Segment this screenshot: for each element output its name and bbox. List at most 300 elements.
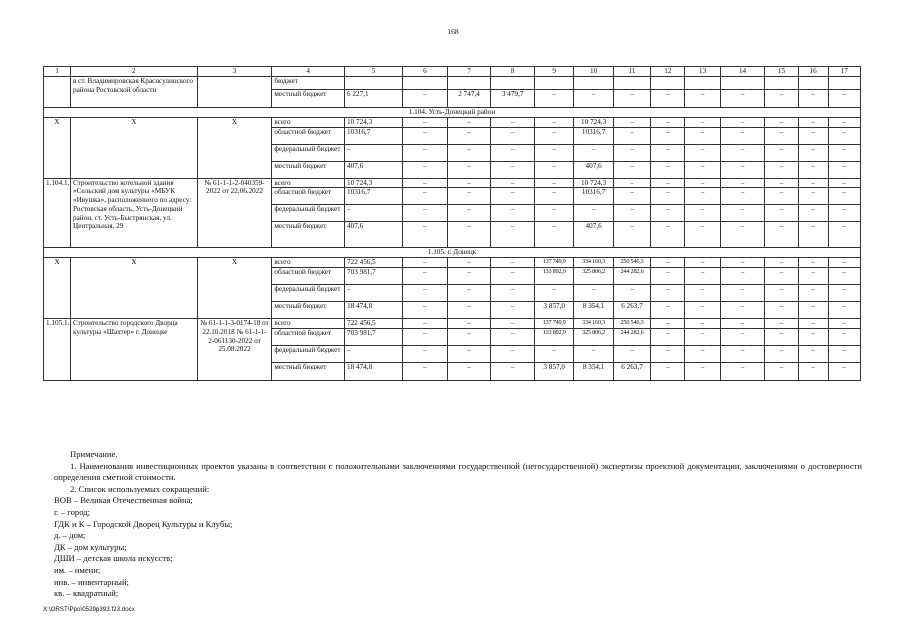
value-cell: – bbox=[651, 285, 685, 302]
value-cell: – bbox=[798, 258, 828, 268]
value-cell: – bbox=[765, 328, 798, 345]
project-number-cell: 1.105.1. bbox=[44, 319, 71, 381]
value-cell: – bbox=[345, 205, 403, 222]
column-number-cell: 11 bbox=[613, 67, 650, 77]
value-cell: – bbox=[828, 285, 860, 302]
value-cell: – bbox=[765, 90, 798, 108]
value-cell bbox=[491, 77, 535, 90]
value-cell: 334 160,3 bbox=[574, 319, 613, 329]
budget-type-cell: всего bbox=[272, 319, 345, 329]
value-cell bbox=[651, 77, 685, 90]
value-cell: – bbox=[828, 222, 860, 248]
value-cell: – bbox=[720, 178, 765, 188]
value-cell bbox=[574, 77, 613, 90]
value-cell: – bbox=[534, 118, 573, 128]
column-number-cell: 1 bbox=[44, 67, 71, 77]
value-cell: – bbox=[798, 222, 828, 248]
value-cell: – bbox=[447, 285, 491, 302]
table-row bbox=[44, 77, 861, 90]
value-cell: – bbox=[534, 161, 573, 178]
value-cell: – bbox=[685, 345, 720, 362]
value-cell: – bbox=[798, 205, 828, 222]
value-cell: – bbox=[828, 302, 860, 319]
budget-type-cell: областной бюджет bbox=[272, 127, 345, 144]
abbreviation-item: кв. – квадратный; bbox=[54, 588, 119, 599]
column-number-cell: 16 bbox=[798, 67, 828, 77]
value-cell: – bbox=[828, 127, 860, 144]
abbreviation-item: д. – дом; bbox=[54, 530, 86, 541]
value-cell: – bbox=[574, 144, 613, 161]
value-cell: 137 749,9 bbox=[534, 258, 573, 268]
value-cell: – bbox=[765, 161, 798, 178]
value-cell: – bbox=[720, 127, 765, 144]
page-number: 168 bbox=[447, 27, 459, 36]
value-cell: – bbox=[685, 319, 720, 329]
value-cell: 133 892,9 bbox=[534, 268, 573, 285]
value-cell: – bbox=[798, 268, 828, 285]
value-cell: 6 263,7 bbox=[613, 302, 650, 319]
value-cell: – bbox=[651, 144, 685, 161]
value-cell: – bbox=[765, 178, 798, 188]
value-cell: – bbox=[798, 285, 828, 302]
value-cell: – bbox=[685, 258, 720, 268]
value-cell: – bbox=[491, 178, 535, 188]
value-cell bbox=[685, 77, 720, 90]
value-cell: – bbox=[651, 319, 685, 329]
value-cell: 2 747,4 bbox=[447, 90, 491, 108]
value-cell: – bbox=[447, 328, 491, 345]
value-cell bbox=[798, 77, 828, 90]
notes-title: Примечание. bbox=[70, 449, 118, 459]
value-cell: – bbox=[685, 222, 720, 248]
value-cell: – bbox=[491, 319, 535, 329]
value-cell: 244 282,6 bbox=[613, 328, 650, 345]
row-number-cell bbox=[44, 77, 71, 108]
value-cell: – bbox=[828, 268, 860, 285]
section-title: 1.104. Усть-Донецкий район bbox=[44, 108, 861, 118]
value-cell: – bbox=[798, 127, 828, 144]
value-cell: – bbox=[685, 328, 720, 345]
value-cell: 722 456,5 bbox=[345, 258, 403, 268]
value-cell: – bbox=[828, 205, 860, 222]
project-number-cell: 1.104.1. bbox=[44, 178, 71, 248]
value-cell: – bbox=[720, 205, 765, 222]
column-number-cell: 17 bbox=[828, 67, 860, 77]
value-cell: 10 724,3 bbox=[574, 118, 613, 128]
column-number-cell: 2 bbox=[70, 67, 197, 77]
value-cell: – bbox=[720, 188, 765, 205]
budget-type-cell: федеральный бюджет bbox=[272, 345, 345, 362]
value-cell: – bbox=[534, 188, 573, 205]
budget-type-cell: местный бюджет bbox=[272, 222, 345, 248]
value-cell: – bbox=[720, 362, 765, 380]
value-cell: – bbox=[720, 268, 765, 285]
value-cell: – bbox=[828, 90, 860, 108]
value-cell: 407,6 bbox=[574, 222, 613, 248]
value-cell: – bbox=[534, 285, 573, 302]
value-cell: – bbox=[613, 205, 650, 222]
value-cell: – bbox=[651, 161, 685, 178]
value-cell: – bbox=[613, 161, 650, 178]
budget-type-cell: местный бюджет bbox=[272, 302, 345, 319]
value-cell: – bbox=[447, 302, 491, 319]
value-cell: 10316,7 bbox=[574, 188, 613, 205]
value-cell: – bbox=[720, 90, 765, 108]
value-cell: – bbox=[765, 345, 798, 362]
value-cell: – bbox=[447, 127, 491, 144]
abbreviation-item: инв. – инвентарный; bbox=[54, 576, 129, 587]
value-cell: – bbox=[720, 302, 765, 319]
value-cell: – bbox=[720, 222, 765, 248]
value-cell: – bbox=[651, 90, 685, 108]
table-row bbox=[44, 178, 861, 188]
value-cell: – bbox=[651, 328, 685, 345]
value-cell: – bbox=[403, 205, 448, 222]
x-marker-cell: X bbox=[44, 258, 71, 319]
note-2: 2. Список используемых сокращений: bbox=[70, 483, 210, 494]
value-cell: – bbox=[613, 222, 650, 248]
value-cell: – bbox=[685, 302, 720, 319]
value-cell: 6 263,7 bbox=[613, 362, 650, 380]
budget-type-cell: местный бюджет bbox=[272, 161, 345, 178]
value-cell: – bbox=[403, 362, 448, 380]
value-cell: – bbox=[403, 302, 448, 319]
value-cell: – bbox=[798, 319, 828, 329]
column-number-row bbox=[44, 67, 861, 77]
value-cell: – bbox=[403, 127, 448, 144]
value-cell: – bbox=[403, 188, 448, 205]
column-number-cell: 3 bbox=[197, 67, 272, 77]
notes-block bbox=[54, 449, 862, 600]
x-marker-cell: X bbox=[70, 118, 197, 179]
value-cell: – bbox=[765, 319, 798, 329]
value-cell: – bbox=[685, 188, 720, 205]
value-cell: – bbox=[651, 127, 685, 144]
value-cell: – bbox=[828, 144, 860, 161]
value-cell: – bbox=[828, 161, 860, 178]
value-cell: – bbox=[828, 328, 860, 345]
value-cell: – bbox=[447, 161, 491, 178]
value-cell: – bbox=[491, 161, 535, 178]
value-cell: – bbox=[447, 222, 491, 248]
value-cell: – bbox=[403, 285, 448, 302]
column-number-cell: 6 bbox=[403, 67, 448, 77]
value-cell: – bbox=[798, 302, 828, 319]
table-body bbox=[44, 67, 861, 381]
x-marker-cell: X bbox=[197, 258, 272, 319]
value-cell: – bbox=[574, 205, 613, 222]
value-cell: – bbox=[685, 118, 720, 128]
budget-type-cell: всего bbox=[272, 258, 345, 268]
budget-type-cell: бюджет bbox=[272, 77, 345, 90]
value-cell: – bbox=[765, 188, 798, 205]
value-cell: – bbox=[765, 362, 798, 380]
value-cell: 133 892,9 bbox=[534, 328, 573, 345]
file-path: X:\ORST\Ppo\0529p393.f23.docx bbox=[43, 606, 135, 613]
value-cell: – bbox=[798, 118, 828, 128]
value-cell: – bbox=[828, 178, 860, 188]
value-cell: – bbox=[685, 285, 720, 302]
x-marker-cell: X bbox=[44, 118, 71, 179]
value-cell: 10 724,3 bbox=[345, 118, 403, 128]
value-cell: – bbox=[491, 118, 535, 128]
value-cell: – bbox=[798, 345, 828, 362]
value-cell: – bbox=[798, 144, 828, 161]
value-cell: – bbox=[403, 258, 448, 268]
value-cell bbox=[403, 77, 448, 90]
table-row bbox=[44, 258, 861, 268]
value-cell: – bbox=[720, 345, 765, 362]
value-cell: 325 806,2 bbox=[574, 328, 613, 345]
value-cell: – bbox=[651, 345, 685, 362]
value-cell: – bbox=[765, 118, 798, 128]
value-cell: – bbox=[651, 205, 685, 222]
value-cell: – bbox=[720, 258, 765, 268]
value-cell: 407,6 bbox=[345, 161, 403, 178]
table-row bbox=[44, 118, 861, 128]
value-cell: – bbox=[403, 144, 448, 161]
value-cell: 3 857,0 bbox=[534, 362, 573, 380]
budget-type-cell: местный бюджет bbox=[272, 362, 345, 380]
value-cell: – bbox=[491, 258, 535, 268]
section-row bbox=[44, 248, 861, 258]
abbreviation-item: им. – имени; bbox=[54, 564, 101, 575]
value-cell: – bbox=[491, 285, 535, 302]
value-cell: – bbox=[491, 144, 535, 161]
value-cell: – bbox=[403, 118, 448, 128]
value-cell: – bbox=[613, 144, 650, 161]
value-cell: – bbox=[765, 302, 798, 319]
value-cell: – bbox=[720, 319, 765, 329]
value-cell: – bbox=[613, 345, 650, 362]
expertise-cell: № 61-1-1-3-0174-18 от 22.10.2018 № 61-1-1-2-061130-2022 от 25.08.2022 bbox=[197, 319, 272, 381]
value-cell: – bbox=[613, 90, 650, 108]
value-cell: – bbox=[828, 118, 860, 128]
value-cell: – bbox=[491, 345, 535, 362]
value-cell: – bbox=[765, 222, 798, 248]
value-cell: – bbox=[447, 319, 491, 329]
value-cell: – bbox=[685, 362, 720, 380]
value-cell: – bbox=[534, 345, 573, 362]
abbreviation-item: ДШИ – детская школа искусств; bbox=[54, 553, 173, 564]
value-cell: – bbox=[534, 127, 573, 144]
value-cell: – bbox=[447, 345, 491, 362]
value-cell: 18 474,8 bbox=[345, 302, 403, 319]
value-cell bbox=[447, 77, 491, 90]
abbreviation-item: г. – город; bbox=[54, 506, 91, 517]
value-cell: – bbox=[685, 144, 720, 161]
value-cell: – bbox=[720, 161, 765, 178]
value-cell: – bbox=[403, 161, 448, 178]
value-cell: – bbox=[574, 285, 613, 302]
value-cell: – bbox=[403, 268, 448, 285]
value-cell: – bbox=[491, 302, 535, 319]
value-cell: – bbox=[447, 188, 491, 205]
value-cell: – bbox=[651, 302, 685, 319]
value-cell: – bbox=[491, 188, 535, 205]
value-cell: – bbox=[651, 118, 685, 128]
expertise-cell: № 61-1-1-2-040359-2022 от 22.06.2022 bbox=[197, 178, 272, 248]
value-cell: – bbox=[491, 205, 535, 222]
value-cell: – bbox=[613, 285, 650, 302]
value-cell: 10316,7 bbox=[345, 127, 403, 144]
value-cell bbox=[534, 77, 573, 90]
value-cell: – bbox=[403, 222, 448, 248]
value-cell: – bbox=[613, 178, 650, 188]
value-cell: – bbox=[798, 188, 828, 205]
value-cell: – bbox=[447, 268, 491, 285]
value-cell: – bbox=[491, 222, 535, 248]
note-1: 1. Наименования инвестиционных проектов указаны в соответствии с положительными заключениями государственной (негосударственной) экспертизы проектной документации, заключениями о достоверности определения сметной стоимости. bbox=[54, 460, 862, 483]
value-cell bbox=[345, 77, 403, 90]
value-cell: – bbox=[403, 90, 448, 108]
value-cell: – bbox=[613, 188, 650, 205]
value-cell: – bbox=[613, 118, 650, 128]
value-cell: – bbox=[720, 285, 765, 302]
value-cell: 407,6 bbox=[574, 161, 613, 178]
value-cell: – bbox=[798, 161, 828, 178]
column-number-cell: 7 bbox=[447, 67, 491, 77]
value-cell: 6 227,1 bbox=[345, 90, 403, 108]
value-cell: – bbox=[651, 362, 685, 380]
value-cell bbox=[613, 77, 650, 90]
x-marker-cell: X bbox=[70, 258, 197, 319]
value-cell: – bbox=[403, 319, 448, 329]
budget-type-cell: областной бюджет bbox=[272, 268, 345, 285]
value-cell: – bbox=[765, 268, 798, 285]
value-cell: – bbox=[534, 178, 573, 188]
value-cell: – bbox=[651, 188, 685, 205]
value-cell: – bbox=[828, 319, 860, 329]
value-cell: – bbox=[345, 345, 403, 362]
value-cell: 8 354,1 bbox=[574, 362, 613, 380]
value-cell: – bbox=[720, 144, 765, 161]
value-cell: – bbox=[798, 90, 828, 108]
value-cell: 18 474,8 bbox=[345, 362, 403, 380]
budget-type-cell: всего bbox=[272, 178, 345, 188]
value-cell: – bbox=[765, 127, 798, 144]
value-cell: 10 724,3 bbox=[345, 178, 403, 188]
value-cell: – bbox=[828, 188, 860, 205]
value-cell: – bbox=[765, 285, 798, 302]
abbreviation-list bbox=[54, 495, 862, 599]
column-number-cell: 8 bbox=[491, 67, 535, 77]
budget-type-cell: областной бюджет bbox=[272, 328, 345, 345]
budget-type-cell: федеральный бюджет bbox=[272, 205, 345, 222]
column-number-cell: 15 bbox=[765, 67, 798, 77]
value-cell: – bbox=[651, 178, 685, 188]
value-cell bbox=[765, 77, 798, 90]
value-cell: – bbox=[765, 144, 798, 161]
table-row bbox=[44, 319, 861, 329]
value-cell: 3 857,0 bbox=[534, 302, 573, 319]
value-cell: 10316,7 bbox=[345, 188, 403, 205]
budget-type-cell: федеральный бюджет bbox=[272, 285, 345, 302]
value-cell bbox=[828, 77, 860, 90]
value-cell: – bbox=[403, 178, 448, 188]
value-cell: 334 160,3 bbox=[574, 258, 613, 268]
value-cell: – bbox=[685, 90, 720, 108]
object-name-cell: Строительство городского Дворца культуры «Шахтер» г. Донецке bbox=[70, 319, 197, 381]
value-cell: 250 546,3 bbox=[613, 258, 650, 268]
value-cell: 250 546,3 bbox=[613, 319, 650, 329]
x-marker-cell: X bbox=[197, 118, 272, 179]
value-cell: – bbox=[651, 258, 685, 268]
value-cell: – bbox=[534, 144, 573, 161]
abbreviation-item: ВОВ – Великая Отечественная война; bbox=[54, 495, 193, 506]
column-number-cell: 12 bbox=[651, 67, 685, 77]
value-cell: – bbox=[447, 362, 491, 380]
value-cell: – bbox=[447, 178, 491, 188]
value-cell: 8 354,1 bbox=[574, 302, 613, 319]
budget-type-cell: федеральный бюджет bbox=[272, 144, 345, 161]
value-cell: 10316,7 bbox=[574, 127, 613, 144]
value-cell: – bbox=[685, 205, 720, 222]
value-cell: – bbox=[685, 161, 720, 178]
object-name-cell: Строительство котельной здания «Сельский дом культуры «МБУК «Ивушка», расположенного по адресу: Ростовская область, Усть-Донецкий район, ст. Усть-Быстрянская, ул. Центральная, 29 bbox=[70, 178, 197, 248]
value-cell: – bbox=[720, 118, 765, 128]
column-number-cell: 13 bbox=[685, 67, 720, 77]
value-cell bbox=[720, 77, 765, 90]
value-cell: – bbox=[798, 328, 828, 345]
value-cell: 407,6 bbox=[345, 222, 403, 248]
value-cell: – bbox=[765, 205, 798, 222]
value-cell: – bbox=[491, 127, 535, 144]
value-cell: – bbox=[403, 345, 448, 362]
value-cell: – bbox=[534, 222, 573, 248]
value-cell: – bbox=[447, 258, 491, 268]
value-cell: – bbox=[534, 205, 573, 222]
value-cell: – bbox=[534, 90, 573, 108]
value-cell: – bbox=[828, 362, 860, 380]
value-cell: 244 282,6 bbox=[613, 268, 650, 285]
value-cell: 10 724,3 bbox=[574, 178, 613, 188]
value-cell: 3 479,7 bbox=[491, 90, 535, 108]
value-cell: – bbox=[765, 258, 798, 268]
abbreviation-item: ГДК и К – Городской Дворец Культуры и Клубы; bbox=[54, 518, 233, 529]
value-cell: 703 981,7 bbox=[345, 328, 403, 345]
column-number-cell: 5 bbox=[345, 67, 403, 77]
expertise-cell bbox=[197, 77, 272, 108]
value-cell: – bbox=[651, 222, 685, 248]
value-cell: – bbox=[447, 205, 491, 222]
value-cell: – bbox=[798, 178, 828, 188]
column-number-cell: 14 bbox=[720, 67, 765, 77]
value-cell: – bbox=[828, 345, 860, 362]
value-cell: – bbox=[447, 118, 491, 128]
budget-type-cell: областной бюджет bbox=[272, 188, 345, 205]
abbreviation-item: ДК – дом культуры; bbox=[54, 541, 127, 552]
value-cell: – bbox=[345, 285, 403, 302]
value-cell: – bbox=[828, 258, 860, 268]
value-cell: 325 806,2 bbox=[574, 268, 613, 285]
value-cell: – bbox=[613, 127, 650, 144]
section-title: 1.105. г. Донецк bbox=[44, 248, 861, 258]
value-cell: – bbox=[447, 144, 491, 161]
value-cell: – bbox=[685, 268, 720, 285]
value-cell: – bbox=[345, 144, 403, 161]
section-row bbox=[44, 108, 861, 118]
value-cell: – bbox=[574, 90, 613, 108]
value-cell: – bbox=[720, 328, 765, 345]
value-cell: – bbox=[403, 328, 448, 345]
column-number-cell: 9 bbox=[534, 67, 573, 77]
value-cell: – bbox=[491, 268, 535, 285]
investment-table bbox=[43, 66, 861, 381]
budget-type-cell: всего bbox=[272, 118, 345, 128]
value-cell: – bbox=[798, 362, 828, 380]
value-cell: – bbox=[491, 362, 535, 380]
